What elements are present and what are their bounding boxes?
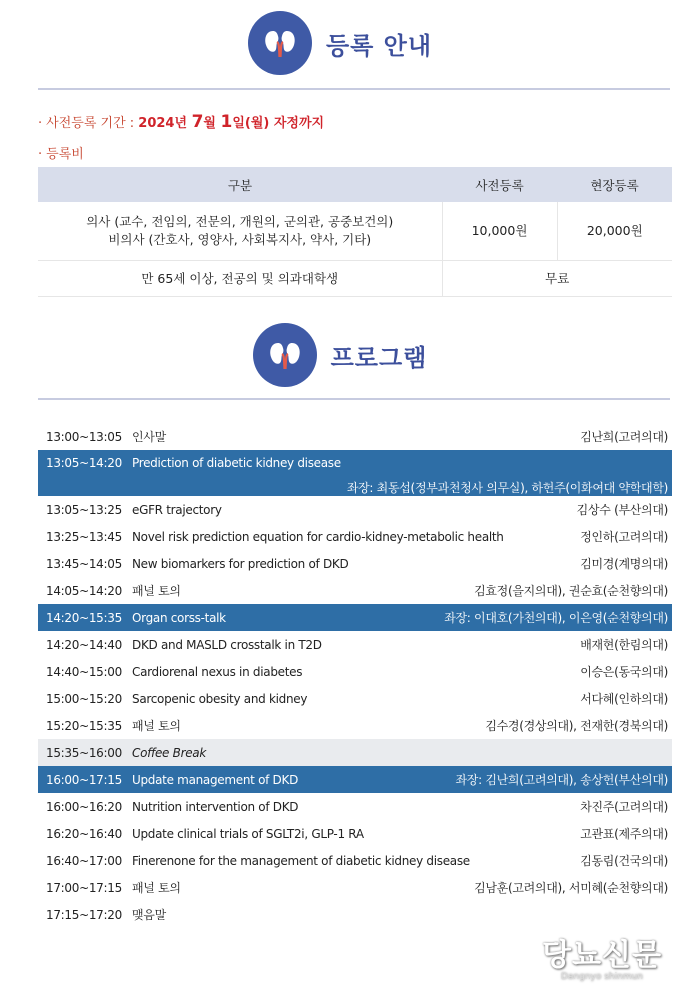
- table-row: [38, 685, 672, 712]
- speaker-cell: 배재현(한림의대): [580, 638, 668, 652]
- topic-cell: New biomarkers for prediction of DKD: [132, 556, 349, 571]
- deadline-label: 사전등록 기간 :: [46, 116, 135, 131]
- onsite-fee-cell: 20,000원: [557, 202, 672, 260]
- topic-cell: Novel risk prediction equation for cardio-kidney-metabolic health: [132, 529, 504, 544]
- table-row: [38, 874, 672, 901]
- session-row: [38, 604, 672, 631]
- time-cell: 14:20~14:40: [46, 637, 122, 652]
- watermark-sub: Dangnyo shinmun: [560, 972, 644, 982]
- speaker-cell: 김미경(계명의대): [580, 557, 668, 571]
- fee-table: [38, 167, 672, 297]
- speaker-cell: 정인하(고려의대): [580, 530, 668, 544]
- topic-cell: 인사말: [132, 430, 166, 444]
- topic-cell: Cardiorenal nexus in diabetes: [132, 664, 303, 679]
- header-category: 구분: [38, 167, 442, 202]
- kidney-icon: [253, 323, 317, 387]
- speaker-cell: 이승은(동국의대): [580, 665, 668, 679]
- category-cell: 만 65세 이상, 전공의 및 의과대학생: [38, 260, 442, 296]
- topic-cell: Nutrition intervention of DKD: [132, 799, 299, 814]
- session-row: [38, 766, 672, 793]
- time-cell: 13:05~13:25: [46, 502, 122, 517]
- time-cell: 14:05~14:20: [46, 583, 122, 598]
- registration-header: [0, 8, 680, 78]
- table-row: [38, 202, 672, 260]
- table-row: [38, 847, 672, 874]
- time-cell: 15:00~15:20: [46, 691, 122, 706]
- table-row: [38, 901, 672, 928]
- topic-cell: 패널 토의: [132, 881, 181, 895]
- divider: [38, 88, 670, 90]
- speaker-cell: 김난희(고려의대): [580, 430, 668, 444]
- time-cell: 17:15~17:20: [46, 907, 122, 922]
- topic-cell: 패널 토의: [132, 584, 181, 598]
- topic-cell: Update clinical trials of SGLT2i, GLP-1 RA: [132, 826, 364, 841]
- topic-cell: Prediction of diabetic kidney disease: [132, 456, 341, 470]
- speaker-cell: 좌장: 최동섭(정부과천청사 의무실), 하헌주(이화여대 약학대학): [346, 480, 668, 495]
- time-cell: 13:45~14:05: [46, 556, 122, 571]
- registration-title: 등록 안내: [325, 31, 433, 60]
- speaker-cell: 서다혜(인하의대): [580, 692, 668, 706]
- topic-cell: Organ corss-talk: [132, 610, 226, 625]
- time-cell: 14:20~15:35: [46, 610, 122, 625]
- fee-table-header: [38, 167, 672, 202]
- coffee-break-row: [38, 739, 672, 766]
- program-header: [0, 320, 680, 390]
- speaker-cell: 차진주(고려의대): [580, 800, 668, 814]
- topic-cell: Sarcopenic obesity and kidney: [132, 691, 308, 706]
- fee-label-line: · 등록비: [38, 147, 84, 162]
- header-onsite: 현장등록: [557, 167, 672, 202]
- speaker-cell: 김효정(을지의대), 권순효(순천향의대): [474, 584, 668, 598]
- divider: [38, 398, 670, 400]
- table-row: [38, 577, 672, 604]
- speaker-cell: 김상수 (부산의대): [576, 503, 668, 517]
- table-row: [38, 712, 672, 739]
- topic-cell: Update management of DKD: [132, 772, 299, 787]
- speaker-cell: 좌장: 이대호(가천의대), 이은영(순천향의대): [444, 611, 668, 625]
- deadline-line: · 사전등록 기간 : 2024년 7월 1일(월) 자정까지: [38, 112, 325, 132]
- table-row: [38, 423, 672, 450]
- topic-cell: 패널 토의: [132, 719, 181, 733]
- speaker-cell: 좌장: 김난희(고려의대), 송상헌(부산의대): [455, 773, 668, 787]
- time-cell: 16:20~16:40: [46, 826, 122, 841]
- time-cell: 16:40~17:00: [46, 853, 122, 868]
- category-cell: 의사 (교수, 전임의, 전문의, 개원의, 군의관, 공중보건의) 비의사 (간호사, 영양사, 사회복지사, 약사, 기타): [38, 202, 442, 260]
- table-row: [38, 793, 672, 820]
- session-row: [38, 450, 672, 496]
- time-cell: 16:00~16:20: [46, 799, 122, 814]
- table-row: [38, 260, 672, 296]
- kidney-icon: [248, 11, 312, 75]
- time-cell: 13:05~14:20: [46, 456, 122, 470]
- time-cell: 15:35~16:00: [46, 745, 122, 760]
- table-row: [38, 550, 672, 577]
- pre-fee-cell: 10,000원: [442, 202, 557, 260]
- table-row: [38, 496, 672, 523]
- speaker-cell: 김동림(건국의대): [580, 854, 668, 868]
- table-row: [38, 820, 672, 847]
- table-row: [38, 631, 672, 658]
- speaker-cell: 김남훈(고려의대), 서미혜(순천향의대): [474, 881, 668, 895]
- program-table: [38, 423, 672, 928]
- time-cell: 13:00~13:05: [46, 429, 122, 444]
- topic-cell: eGFR trajectory: [132, 502, 222, 517]
- watermark-logo: [532, 930, 672, 982]
- time-cell: 15:20~15:35: [46, 718, 122, 733]
- table-row: [38, 523, 672, 550]
- deadline-date: 2024년 7월 1일(월) 자정까지: [138, 112, 325, 132]
- fee-label: 등록비: [46, 147, 84, 162]
- program-title: 프로그램: [330, 343, 428, 372]
- topic-cell: Finerenone for the management of diabetic kidney disease: [132, 853, 470, 868]
- time-cell: 17:00~17:15: [46, 880, 122, 895]
- topic-cell: 맺음말: [132, 908, 166, 922]
- time-cell: 16:00~17:15: [46, 772, 122, 787]
- free-fee-cell: 무료: [442, 260, 672, 296]
- time-cell: 14:40~15:00: [46, 664, 122, 679]
- topic-cell: DKD and MASLD crosstalk in T2D: [132, 637, 322, 652]
- watermark-main: 당뇨신문: [542, 938, 662, 973]
- header-pre: 사전등록: [442, 167, 557, 202]
- table-row: [38, 658, 672, 685]
- speaker-cell: 고관표(제주의대): [580, 827, 668, 841]
- speaker-cell: 김수경(경상의대), 전재한(경북의대): [485, 719, 668, 733]
- topic-cell: Coffee Break: [132, 745, 207, 760]
- time-cell: 13:25~13:45: [46, 529, 122, 544]
